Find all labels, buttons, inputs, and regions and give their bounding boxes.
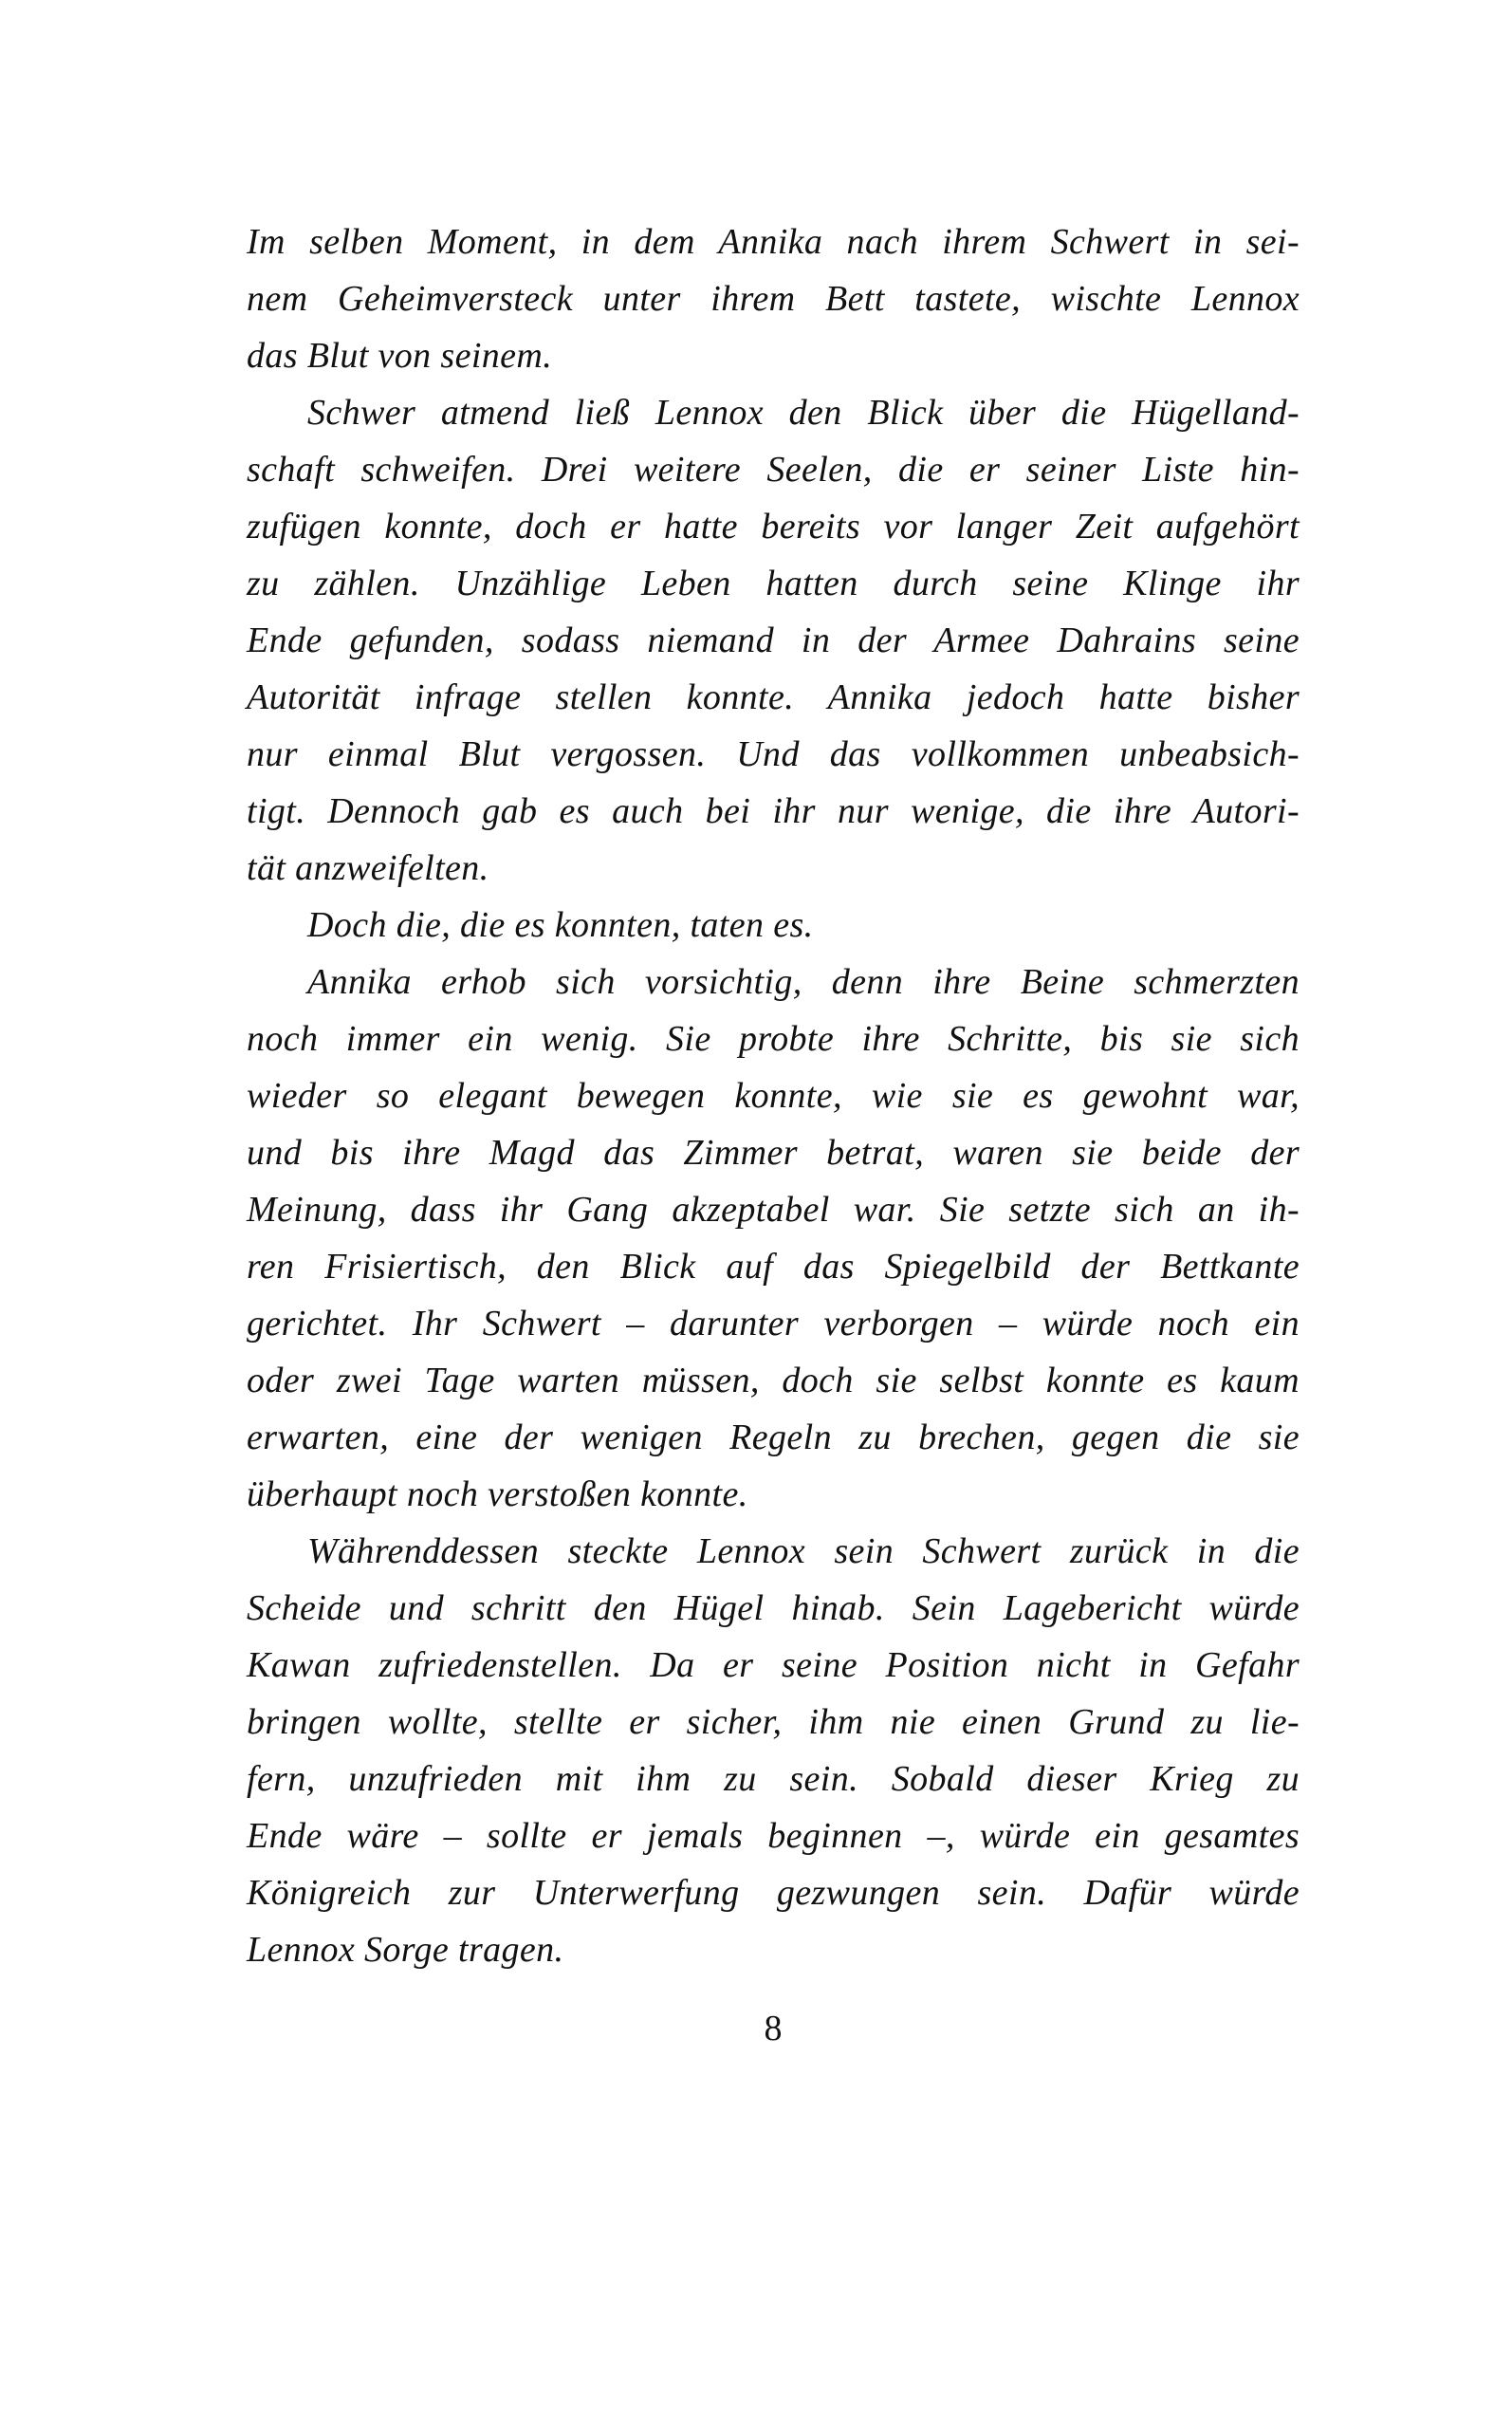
paragraph: [247, 1523, 1300, 1978]
text-line: Schwer atmend ließ Lennox den Blick über die Hügelland-: [307, 393, 1300, 433]
text-block: [247, 213, 1300, 1978]
text-line: nur einmal Blut vergossen. Und das vollkommen unbeabsich-: [247, 734, 1300, 774]
text-line: schaft schweifen. Drei weitere Seelen, die er seiner Liste hin-: [247, 450, 1300, 490]
text-line: Ende gefunden, sodass niemand in der Armee Dahrains seine: [247, 621, 1300, 660]
text-line: bringen wollte, stellte er sicher, ihm nie einen Grund zu lie-: [247, 1702, 1300, 1742]
text-line: erwarten, eine der wenigen Regeln zu brechen, gegen die sie: [247, 1418, 1300, 1457]
paragraph: [247, 384, 1300, 897]
page-number: 8: [764, 2009, 783, 2048]
text-line: Königreich zur Unterwerfung gezwungen sein. Dafür würde: [247, 1873, 1300, 1913]
text-line: Autorität infrage stellen konnte. Annika jedoch hatte bisher: [247, 677, 1300, 717]
text-line: zu zählen. Unzählige Leben hatten durch seine Klinge ihr: [247, 564, 1300, 603]
paragraph: [247, 213, 1300, 384]
text-line: ren Frisiertisch, den Blick auf das Spiegelbild der Bettkante: [247, 1247, 1300, 1287]
text-line: Lennox Sorge tragen.: [247, 1930, 564, 1970]
text-line: Währenddessen steckte Lennox sein Schwert zurück in die: [307, 1531, 1300, 1571]
text-line: Meinung, dass ihr Gang akzeptabel war. Sie setzte sich an ih-: [247, 1190, 1300, 1230]
text-line: Ende wäre – sollte er jemals beginnen –, würde ein gesamtes: [247, 1816, 1300, 1856]
text-line: Annika erhob sich vorsichtig, denn ihre Beine schmerzten: [307, 962, 1300, 1002]
text-line: fern, unzufrieden mit ihm zu sein. Sobald dieser Krieg zu: [247, 1759, 1300, 1799]
text-line: Scheide und schritt den Hügel hinab. Sein Lagebericht würde: [247, 1588, 1300, 1628]
text-line: Im selben Moment, in dem Annika nach ihrem Schwert in sei-: [247, 222, 1300, 262]
text-line: nem Geheimversteck unter ihrem Bett tastete, wischte Lennox: [247, 279, 1300, 319]
text-line: gerichtet. Ihr Schwert – darunter verborgen – würde noch ein: [247, 1304, 1300, 1343]
paragraph: [247, 954, 1300, 1523]
text-line: tigt. Dennoch gab es auch bei ihr nur wenige, die ihre Autori-: [247, 791, 1300, 831]
text-line: Kawan zufriedenstellen. Da er seine Position nicht in Gefahr: [247, 1645, 1300, 1685]
paragraph: [247, 897, 1300, 954]
text-line: Doch die, die es konnten, taten es.: [307, 905, 814, 945]
text-line: oder zwei Tage warten müssen, doch sie selbst konnte es kaum: [247, 1361, 1300, 1400]
text-line: das Blut von seinem.: [247, 336, 553, 376]
text-line: wieder so elegant bewegen konnte, wie sie es gewohnt war,: [247, 1076, 1300, 1116]
text-line: überhaupt noch verstoßen konnte.: [247, 1474, 748, 1514]
text-line: tät anzweifelten.: [247, 848, 489, 888]
text-line: zufügen konnte, doch er hatte bereits vor langer Zeit aufgehört: [247, 507, 1300, 547]
text-line: und bis ihre Magd das Zimmer betrat, waren sie beide der: [247, 1133, 1300, 1173]
text-line: noch immer ein wenig. Sie probte ihre Schritte, bis sie sich: [247, 1019, 1300, 1059]
